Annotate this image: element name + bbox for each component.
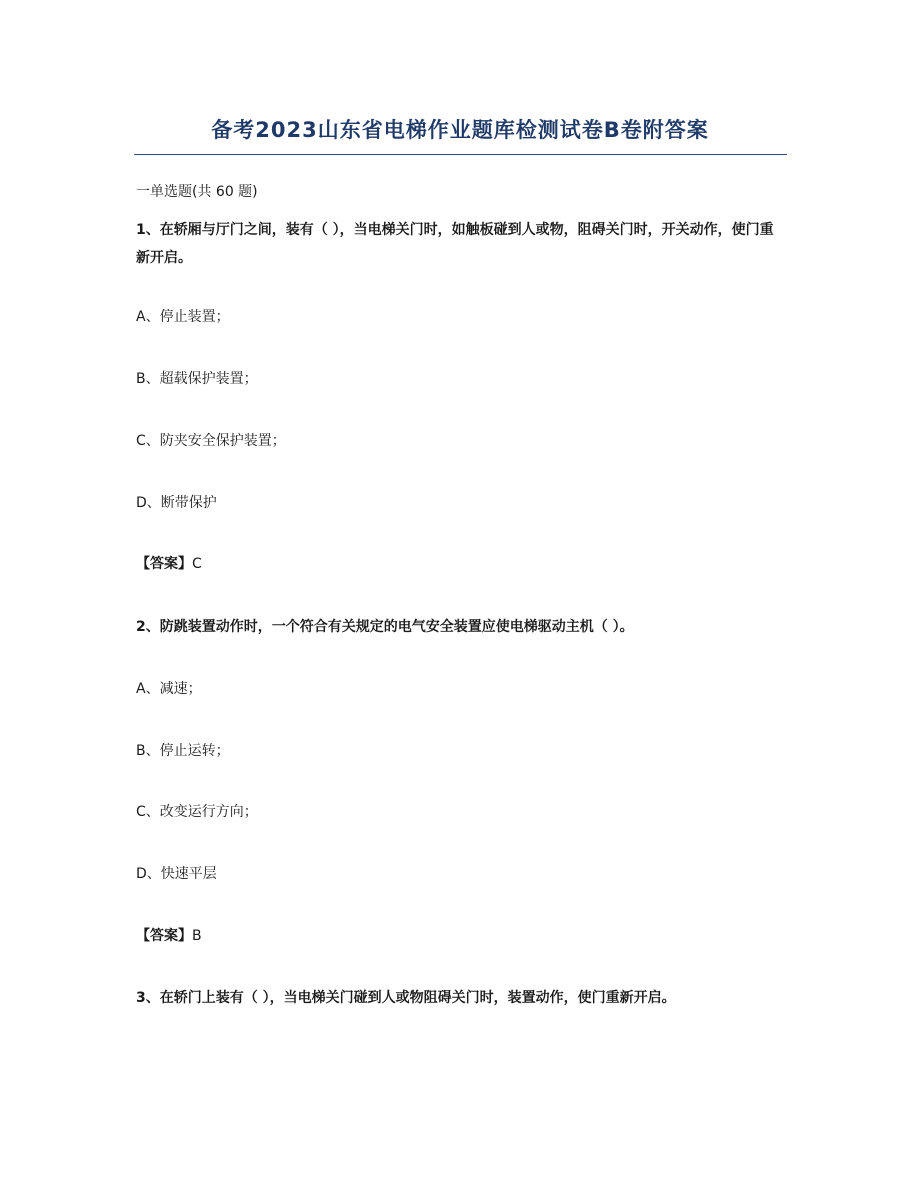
question-1-option-a: A、停止装置； (136, 309, 230, 325)
question-3-stem: 3、在轿门上装有（ ），当电梯关门碰到人或物阻碍关门时，装置动作，使门重新开启。 (136, 990, 676, 1006)
section-header: 一单选题(共 60 题) (136, 184, 258, 200)
answer-value: B (192, 928, 202, 944)
question-1-option-d: D、断带保护 (136, 495, 217, 511)
question-2-answer (136, 922, 786, 950)
answer-label: 【答案】 (136, 556, 192, 572)
question-2-option-b: B、停止运转； (136, 743, 230, 759)
question-1-option-c: C、防夹安全保护装置； (136, 433, 286, 449)
question-1-stem: 1、在轿厢与厅门之间，装有（ ），当电梯关门时，如触板碰到人或物，阻碍关门时，开关动作，使门重新开启。 (136, 222, 774, 266)
question-2-stem: 2、防跳装置动作时，一个符合有关规定的电气安全装置应使电梯驱动主机（ ）。 (136, 619, 634, 635)
answer-label: 【答案】 (136, 928, 192, 944)
question-2-option-a: A、减速； (136, 681, 202, 697)
title-divider (134, 154, 787, 155)
document-title: 备考2023山东省电梯作业题库检测试卷B卷附答案 (211, 118, 709, 142)
question-1-option-b: B、超载保护装置； (136, 371, 258, 387)
question-2-option-d: D、快速平层 (136, 866, 217, 882)
answer-value: C (192, 556, 202, 572)
question-2-option-c: C、改变运行方向； (136, 804, 258, 820)
question-1-answer (136, 550, 786, 578)
